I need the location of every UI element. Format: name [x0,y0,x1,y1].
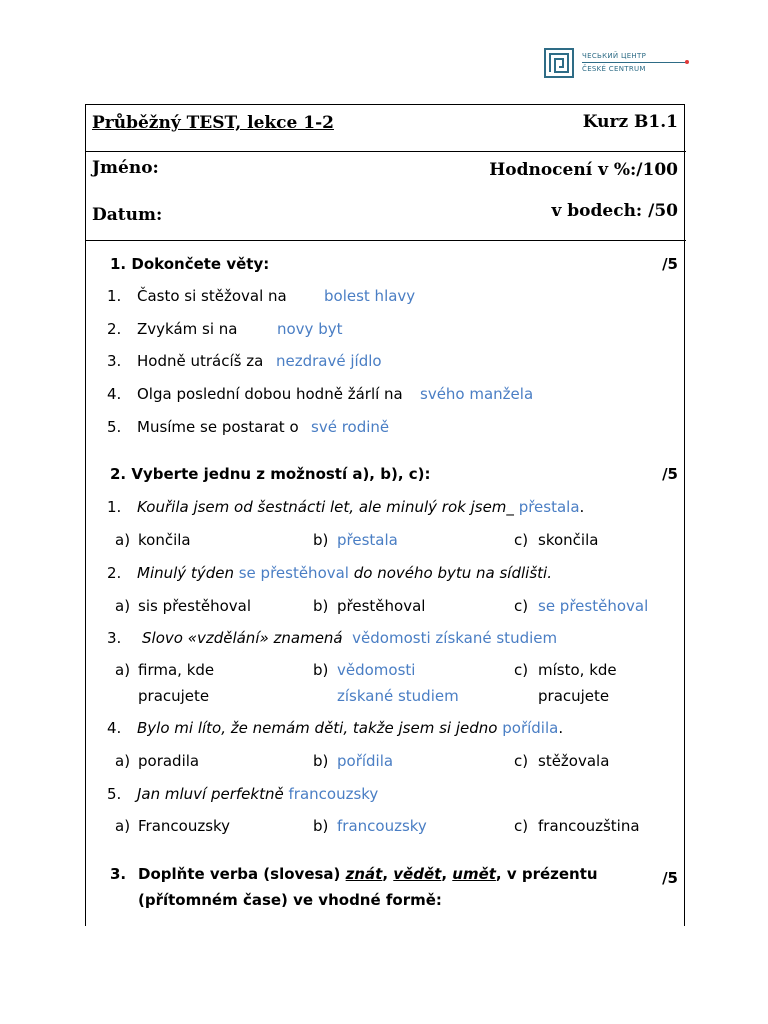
s2-q4-answer: pořídila [502,719,559,737]
s2-q4-text: Bylo mi líto, že nemám děti, takže jsem si jedno [137,719,498,737]
s2-q1-option-c: skončila [538,531,599,549]
s1-item-3-text: Hodně utrácíš za [137,352,264,370]
s2-q1-option-b-label: b) [313,531,329,549]
logo-dot [685,60,689,64]
test-title: Průběžný TEST, lekce 1-2 [92,113,334,133]
s2-q4-option-c: stěžovala [538,752,610,770]
header-divider-1 [85,151,686,152]
s2-q5-text: Jan mluví perfektně [137,785,284,803]
section3-title-start: Doplňte verba (slovesa) [138,865,341,883]
s2-q5-number: 5. [107,785,122,803]
logo-divider [582,62,686,63]
s2-q1-option-c-label: c) [514,531,529,549]
name-label: Jméno: [92,158,159,178]
s2-q5-answer: francouzsky [288,785,379,803]
s2-q3-option-b-line2: získané studiem [337,687,459,705]
s2-q1-sentence [137,498,584,516]
s2-q5-option-a-label: a) [115,817,131,835]
s1-item-5-number: 5. [107,418,122,436]
s2-q4-option-a: poradila [138,752,200,770]
section3-sep-2: , [441,865,448,883]
s2-q1-number: 1. [107,498,122,516]
s1-item-3-answer: nezdravé jídlo [276,352,382,370]
section1-title: Dokončete věty: [131,255,270,273]
s2-q2-number: 2. [107,564,122,582]
header-divider-2 [85,240,686,241]
s2-q1-text: Kouřila jsem od šestnácti let, ale minulý rok jsem_ [137,498,514,516]
section1-points: /5 [662,255,678,273]
section2-heading [110,465,431,483]
s1-item-2-answer: novy byt [277,320,343,338]
labyrinth-logo-icon [544,48,574,78]
section3-sep-1: , [382,865,389,883]
s2-q2-option-a: sis přestěhoval [138,597,251,615]
s2-q4-option-a-label: a) [115,752,131,770]
s2-q2-sentence [137,564,552,582]
s2-q5-option-b-label: b) [313,817,329,835]
s1-item-4-number: 4. [107,385,122,403]
s2-q2-option-c: se přestěhoval [538,597,649,615]
s2-q3-option-c-line1: místo, kde [538,661,617,679]
section3-title-line2: (přítomném čase) ve vhodné formě: [138,891,442,909]
section3-points: /5 [662,869,678,887]
s2-q2-text-start: Minulý týden [137,564,234,582]
s2-q2-option-b: přestěhoval [337,597,426,615]
s2-q1-option-b: přestala [337,531,398,549]
s1-item-1-answer: bolest hlavy [324,287,416,305]
s2-q5-option-b: francouzsky [337,817,427,835]
s1-item-1-text: Často si stěžoval na [137,287,287,305]
s2-q5-option-c: francouzština [538,817,640,835]
s2-q3-option-a-label: a) [115,661,131,679]
s2-q2-option-b-label: b) [313,597,329,615]
s2-q3-option-c-label: c) [514,661,529,679]
logo-text-czech: ČESKÉ CENTRUM [582,65,646,73]
section3-verb-znat: znát [345,865,383,883]
section1-number: 1. [110,255,127,273]
score-points-label: v bodech: /50 [551,201,678,221]
s2-q3-option-a-line1: firma, kde [138,661,215,679]
section3-number: 3. [110,865,127,883]
section2-number: 2. [110,465,127,483]
s1-item-2-number: 2. [107,320,122,338]
s2-q2-option-a-label: a) [115,597,131,615]
s2-q2-option-c-label: c) [514,597,529,615]
s2-q3-number: 3. [107,629,122,647]
s2-q4-option-b: pořídila [337,752,394,770]
date-label: Datum: [92,205,163,225]
s2-q3-text: Slovo «vzdělání» znamená [142,629,343,647]
s2-q1-answer: přestala [518,498,580,516]
s2-q3-option-b-line1: vědomosti [337,661,416,679]
s2-q3-option-a-line2: pracujete [138,687,210,705]
s2-q4-option-b-label: b) [313,752,329,770]
s1-item-4-text: Olga poslední dobou hodně žárlí na [137,385,403,403]
section3-title-end: , v prézentu [495,865,598,883]
s2-q1-option-a-label: a) [115,531,131,549]
section3-verb-vedet: vědět [393,865,442,883]
ceske-centrum-logo [544,48,694,78]
course-label: Kurz B1.1 [582,112,678,132]
s1-item-2-text: Zvykám si na [137,320,238,338]
s2-q4-option-c-label: c) [514,752,529,770]
s2-q4-sentence [137,719,563,737]
s1-item-5-answer: své rodině [311,418,390,436]
s1-item-1-number: 1. [107,287,122,305]
section2-points: /5 [662,465,678,483]
s2-q3-answer: vědomosti získané studiem [352,629,558,647]
s2-q3-sentence [142,629,557,647]
s2-q1-end: . [579,498,585,516]
logo-text-ukrainian: ЧЕСЬКИЙ ЦЕНТР [582,52,647,60]
s2-q4-number: 4. [107,719,122,737]
s2-q2-answer: se přestěhoval [238,564,349,582]
s1-item-4-answer: svého manžela [420,385,534,403]
s2-q3-option-c-line2: pracujete [538,687,610,705]
s2-q2-text-end: do nového bytu na sídlišti. [353,564,552,582]
s2-q4-end: . [558,719,564,737]
score-percent-label: Hodnocení v %:/100 [489,160,678,180]
section3-title-line1 [138,865,598,883]
s1-item-3-number: 3. [107,352,122,370]
s2-q5-sentence [137,785,378,803]
section2-title: Vyberte jednu z možností a), b), c): [131,465,431,483]
s1-item-5-text: Musíme se postarat o [137,418,299,436]
s2-q1-option-a: končila [138,531,191,549]
section3-verb-umet: umět [452,865,496,883]
s2-q3-option-b-label: b) [313,661,329,679]
section1-heading [110,255,269,273]
s2-q5-option-a: Francouzsky [138,817,231,835]
s2-q5-option-c-label: c) [514,817,529,835]
